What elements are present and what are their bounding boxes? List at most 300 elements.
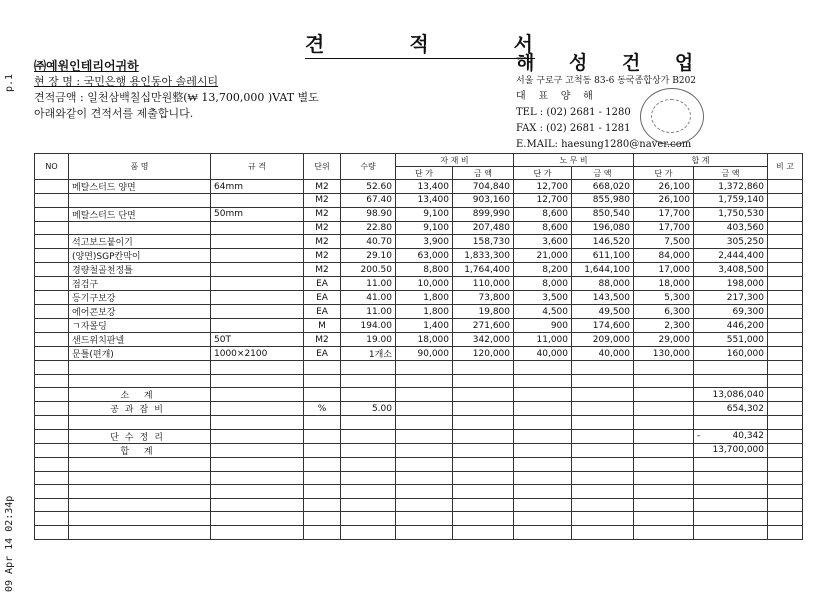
row-item: 경량철골천정틀 (69, 263, 211, 277)
empty-cell (304, 498, 341, 512)
row-labor-price: 11,000 (514, 333, 572, 347)
table-row (35, 333, 803, 347)
empty-cell (634, 512, 694, 526)
empty-cell (694, 374, 768, 388)
header-unit: 단위 (304, 154, 341, 180)
row-unit: M (304, 319, 341, 333)
empty-cell (396, 402, 453, 416)
title-char-2: 적 (409, 32, 431, 56)
row-labor-amount: 174,600 (572, 319, 634, 333)
empty-cell (634, 471, 694, 485)
header-spec: 규 격 (211, 154, 304, 180)
empty-cell (572, 374, 634, 388)
empty-cell (304, 361, 341, 375)
empty-cell (341, 457, 396, 471)
empty-cell (304, 429, 341, 443)
empty-cell (634, 416, 694, 430)
row-unit: M2 (304, 249, 341, 263)
empty-cell (694, 512, 768, 526)
header-labor-price: 단 가 (514, 167, 572, 180)
row-material-price: 1,400 (396, 319, 453, 333)
company-address: 서울 구로구 고척동 83-6 동국종합상가 B202 (516, 76, 697, 86)
empty-cell (514, 374, 572, 388)
empty-cell (304, 443, 341, 457)
row-spec (211, 305, 304, 319)
row-spec (211, 249, 304, 263)
empty-cell (341, 416, 396, 430)
row-item: 점검구 (69, 277, 211, 291)
header-note: 비 고 (768, 154, 803, 180)
row-total-price: 17,000 (634, 263, 694, 277)
table-row (35, 305, 803, 319)
row-labor-amount: 196,080 (572, 221, 634, 235)
row-spec (211, 277, 304, 291)
grand-total-label: 합 계 (69, 443, 211, 457)
empty-cell (304, 416, 341, 430)
empty-cell (768, 374, 803, 388)
empty-cell (304, 457, 341, 471)
empty-cell (35, 443, 69, 457)
row-labor-price: 40,000 (514, 347, 572, 361)
row-total-amount: 1,372,860 (694, 180, 768, 194)
client-block (34, 58, 319, 122)
header-material: 자 재 비 (396, 154, 514, 167)
row-spec: 1000×2100 (211, 347, 304, 361)
empty-cell (634, 361, 694, 375)
header-qty: 수량 (341, 154, 396, 180)
row-note (768, 249, 803, 263)
table-row-blank (35, 525, 803, 539)
row-item: 에어콘보강 (69, 305, 211, 319)
row-material-amount: 19,800 (453, 305, 514, 319)
row-total-price: 29,000 (634, 333, 694, 347)
row-labor-price: 8,600 (514, 221, 572, 235)
company-seal-icon (640, 88, 704, 145)
row-total-amount: 551,000 (694, 333, 768, 347)
header-material-amount: 금 액 (453, 167, 514, 180)
row-no (35, 305, 69, 319)
header-labor-amount: 금 액 (572, 167, 634, 180)
empty-cell (634, 374, 694, 388)
row-spec (211, 235, 304, 249)
row-note (768, 263, 803, 277)
rounding-value: 40,342 (732, 431, 764, 442)
empty-cell (768, 388, 803, 402)
row-unit: EA (304, 305, 341, 319)
row-labor-amount: 850,540 (572, 207, 634, 221)
row-material-amount: 110,000 (453, 277, 514, 291)
row-note (768, 221, 803, 235)
table-row-blank (35, 498, 803, 512)
subtotal-amount: 13,086,040 (694, 388, 768, 402)
subtotal-label: 소 계 (69, 388, 211, 402)
empty-cell (211, 388, 304, 402)
empty-cell (572, 457, 634, 471)
empty-cell (211, 485, 304, 499)
empty-cell (396, 485, 453, 499)
row-item: 메탈스터드 양면 (69, 180, 211, 194)
empty-cell (211, 443, 304, 457)
empty-cell (304, 388, 341, 402)
row-note (768, 319, 803, 333)
empty-cell (396, 416, 453, 430)
table-row (35, 180, 803, 194)
row-item (69, 194, 211, 208)
empty-cell (304, 525, 341, 539)
row-labor-price: 12,700 (514, 194, 572, 208)
empty-cell (572, 512, 634, 526)
row-total-price: 6,300 (634, 305, 694, 319)
row-item: 등기구보강 (69, 291, 211, 305)
table-row (35, 319, 803, 333)
row-qty: 98.90 (341, 207, 396, 221)
table-row-blank (35, 457, 803, 471)
empty-cell (211, 525, 304, 539)
row-material-price: 9,100 (396, 207, 453, 221)
row-qty: 52.60 (341, 180, 396, 194)
row-note (768, 277, 803, 291)
row-labor-price: 8,600 (514, 207, 572, 221)
empty-cell (396, 374, 453, 388)
row-item (69, 221, 211, 235)
row-total-amount: 3,408,500 (694, 263, 768, 277)
row-material-amount: 903,160 (453, 194, 514, 208)
row-total-price: 7,500 (634, 235, 694, 249)
empty-cell (396, 512, 453, 526)
empty-cell (634, 402, 694, 416)
fax-page-number: p.1 (4, 73, 15, 92)
empty-cell (572, 443, 634, 457)
table-row (35, 207, 803, 221)
row-total-price: 2,300 (634, 319, 694, 333)
row-total-price: 18,000 (634, 277, 694, 291)
row-material-amount: 704,840 (453, 180, 514, 194)
empty-cell (396, 525, 453, 539)
empty-cell (694, 361, 768, 375)
row-total-amount: 198,000 (694, 277, 768, 291)
row-no (35, 347, 69, 361)
row-labor-amount: 49,500 (572, 305, 634, 319)
row-unit: M2 (304, 221, 341, 235)
empty-cell (35, 498, 69, 512)
row-material-price: 13,400 (396, 180, 453, 194)
empty-cell (341, 361, 396, 375)
row-spec (211, 221, 304, 235)
row-labor-amount: 1,644,100 (572, 263, 634, 277)
row-note (768, 207, 803, 221)
row-material-price: 63,000 (396, 249, 453, 263)
row-qty: 67.40 (341, 194, 396, 208)
row-note (768, 180, 803, 194)
row-material-price: 1,800 (396, 291, 453, 305)
empty-cell (69, 416, 211, 430)
empty-cell (396, 429, 453, 443)
company-ceo: 대 표 양 해 (516, 91, 606, 102)
table-row-blank (35, 512, 803, 526)
row-material-price: 9,100 (396, 221, 453, 235)
estimate-table (34, 153, 803, 540)
empty-cell (514, 402, 572, 416)
row-unit: M2 (304, 194, 341, 208)
empty-cell (35, 485, 69, 499)
empty-cell (35, 361, 69, 375)
empty-cell (572, 402, 634, 416)
row-unit: M2 (304, 333, 341, 347)
row-labor-price: 4,500 (514, 305, 572, 319)
empty-cell (768, 485, 803, 499)
row-no (35, 333, 69, 347)
table-row (35, 277, 803, 291)
header-item: 품 명 (69, 154, 211, 180)
title-char-1: 견 (305, 32, 327, 56)
table-row (35, 194, 803, 208)
row-total-price: 130,000 (634, 347, 694, 361)
empty-cell (768, 471, 803, 485)
empty-cell (304, 471, 341, 485)
empty-cell (211, 402, 304, 416)
company-name: 해 성 건 업 (516, 52, 708, 74)
empty-cell (35, 402, 69, 416)
empty-cell (69, 374, 211, 388)
empty-cell (211, 498, 304, 512)
row-labor-price: 3,600 (514, 235, 572, 249)
row-labor-price: 21,000 (514, 249, 572, 263)
row-qty: 200.50 (341, 263, 396, 277)
empty-cell (69, 525, 211, 539)
row-qty: 41.00 (341, 291, 396, 305)
row-no (35, 207, 69, 221)
empty-cell (35, 429, 69, 443)
title-char-3: 서 (513, 32, 535, 56)
overhead-rate: 5.00 (341, 402, 396, 416)
client-name: ㈜예원인테리어귀하 (34, 59, 139, 73)
row-spec (211, 319, 304, 333)
row-qty: 22.80 (341, 221, 396, 235)
empty-cell (341, 485, 396, 499)
empty-cell (304, 374, 341, 388)
empty-cell (341, 443, 396, 457)
row-labor-price: 900 (514, 319, 572, 333)
empty-cell (453, 416, 514, 430)
row-labor-amount: 611,100 (572, 249, 634, 263)
row-note (768, 333, 803, 347)
empty-cell (514, 457, 572, 471)
empty-cell (768, 498, 803, 512)
row-unit: M2 (304, 207, 341, 221)
empty-cell (35, 457, 69, 471)
empty-cell (514, 512, 572, 526)
empty-cell (211, 429, 304, 443)
empty-cell (35, 525, 69, 539)
row-material-price: 13,400 (396, 194, 453, 208)
empty-cell (69, 471, 211, 485)
empty-cell (694, 416, 768, 430)
empty-cell (572, 429, 634, 443)
empty-cell (514, 361, 572, 375)
row-material-price: 3,900 (396, 235, 453, 249)
table-row (35, 249, 803, 263)
row-item: 문틀(편개) (69, 347, 211, 361)
row-no (35, 194, 69, 208)
row-total-amount: 1,750,530 (694, 207, 768, 221)
row-item: (양면)SGP칸막이 (69, 249, 211, 263)
empty-cell (768, 443, 803, 457)
table-row-blank (35, 374, 803, 388)
empty-cell (211, 457, 304, 471)
row-qty: 194.00 (341, 319, 396, 333)
empty-cell (768, 429, 803, 443)
overhead-amount: 654,302 (694, 402, 768, 416)
row-no (35, 263, 69, 277)
row-unit: EA (304, 277, 341, 291)
row-total-amount: 69,300 (694, 305, 768, 319)
row-qty: 29.10 (341, 249, 396, 263)
empty-cell (768, 525, 803, 539)
row-unit: EA (304, 347, 341, 361)
empty-cell (694, 471, 768, 485)
row-total-amount: 2,444,400 (694, 249, 768, 263)
empty-cell (514, 416, 572, 430)
empty-cell (211, 374, 304, 388)
company-email: E.MAIL: haesung1280@naver.com (516, 139, 692, 150)
row-labor-amount: 668,020 (572, 180, 634, 194)
empty-cell (69, 485, 211, 499)
row-labor-amount: 855,980 (572, 194, 634, 208)
empty-cell (304, 512, 341, 526)
empty-cell (634, 498, 694, 512)
row-no (35, 235, 69, 249)
row-note (768, 194, 803, 208)
quote-amount: 견적금액 : 일천삼백칠십만원整(₩ 13,700,000 )VAT 별도 (34, 91, 319, 104)
empty-cell (453, 512, 514, 526)
grand-total-amount: 13,700,000 (694, 443, 768, 457)
empty-cell (634, 443, 694, 457)
table-row-blank (35, 416, 803, 430)
row-labor-price: 8,000 (514, 277, 572, 291)
header-material-price: 단 가 (396, 167, 453, 180)
empty-cell (514, 498, 572, 512)
row-no (35, 249, 69, 263)
rounding-label: 단수정리 (69, 429, 211, 443)
row-spec (211, 291, 304, 305)
row-material-amount: 120,000 (453, 347, 514, 361)
empty-cell (453, 443, 514, 457)
empty-cell (572, 498, 634, 512)
empty-cell (35, 388, 69, 402)
empty-cell (211, 416, 304, 430)
row-labor-price: 8,200 (514, 263, 572, 277)
empty-cell (69, 457, 211, 471)
empty-cell (211, 361, 304, 375)
row-total-price: 84,000 (634, 249, 694, 263)
empty-cell (396, 457, 453, 471)
table-row (35, 291, 803, 305)
row-material-amount: 271,600 (453, 319, 514, 333)
empty-cell (514, 485, 572, 499)
empty-cell (514, 443, 572, 457)
empty-cell (453, 402, 514, 416)
header-no: NO (35, 154, 69, 180)
table-row (35, 402, 803, 416)
empty-cell (396, 443, 453, 457)
empty-cell (634, 525, 694, 539)
empty-cell (768, 361, 803, 375)
row-labor-price: 12,700 (514, 180, 572, 194)
row-material-amount: 73,800 (453, 291, 514, 305)
table-row-blank (35, 471, 803, 485)
empty-cell (35, 471, 69, 485)
overhead-unit: % (304, 402, 341, 416)
overhead-label: 공과잡비 (69, 402, 211, 416)
fax-timestamp: 09 Apr 14 02:34p (4, 495, 15, 592)
row-no (35, 221, 69, 235)
empty-cell (514, 471, 572, 485)
empty-cell (35, 374, 69, 388)
row-material-price: 18,000 (396, 333, 453, 347)
row-material-amount: 1,833,300 (453, 249, 514, 263)
empty-cell (572, 361, 634, 375)
header-total-price: 단 가 (634, 167, 694, 180)
row-no (35, 291, 69, 305)
row-total-amount: 403,560 (694, 221, 768, 235)
row-total-price: 26,100 (634, 194, 694, 208)
empty-cell (572, 416, 634, 430)
row-item: 메탈스터드 단면 (69, 207, 211, 221)
row-note (768, 291, 803, 305)
table-row (35, 347, 803, 361)
empty-cell (69, 361, 211, 375)
table-row-blank (35, 485, 803, 499)
row-material-amount: 1,764,400 (453, 263, 514, 277)
empty-cell (396, 388, 453, 402)
row-labor-price: 3,500 (514, 291, 572, 305)
empty-cell (572, 388, 634, 402)
empty-cell (211, 471, 304, 485)
empty-cell (572, 471, 634, 485)
empty-cell (341, 498, 396, 512)
empty-cell (341, 388, 396, 402)
empty-cell (514, 525, 572, 539)
row-material-amount: 899,990 (453, 207, 514, 221)
empty-cell (453, 498, 514, 512)
row-unit: M2 (304, 180, 341, 194)
empty-cell (396, 361, 453, 375)
header-total-amount: 금 액 (694, 167, 768, 180)
row-material-price: 8,800 (396, 263, 453, 277)
row-labor-amount: 88,000 (572, 277, 634, 291)
empty-cell (341, 471, 396, 485)
empty-cell (453, 485, 514, 499)
row-note (768, 235, 803, 249)
empty-cell (453, 388, 514, 402)
row-note (768, 347, 803, 361)
rounding-amount (694, 429, 768, 443)
empty-cell (694, 457, 768, 471)
row-qty: 40.70 (341, 235, 396, 249)
row-labor-amount: 146,520 (572, 235, 634, 249)
table-row (35, 429, 803, 443)
row-item: ㄱ자몰딩 (69, 319, 211, 333)
empty-cell (69, 512, 211, 526)
header-labor: 노 무 비 (514, 154, 634, 167)
site-name: 현 장 명 : 국민은행 용인동아 솔레시티 (34, 75, 219, 88)
row-labor-amount: 40,000 (572, 347, 634, 361)
row-note (768, 305, 803, 319)
empty-cell (572, 485, 634, 499)
row-item: 샌드위치판넬 (69, 333, 211, 347)
quote-note: 아래와같이 견적서를 제출합니다. (34, 107, 194, 120)
row-material-amount: 342,000 (453, 333, 514, 347)
